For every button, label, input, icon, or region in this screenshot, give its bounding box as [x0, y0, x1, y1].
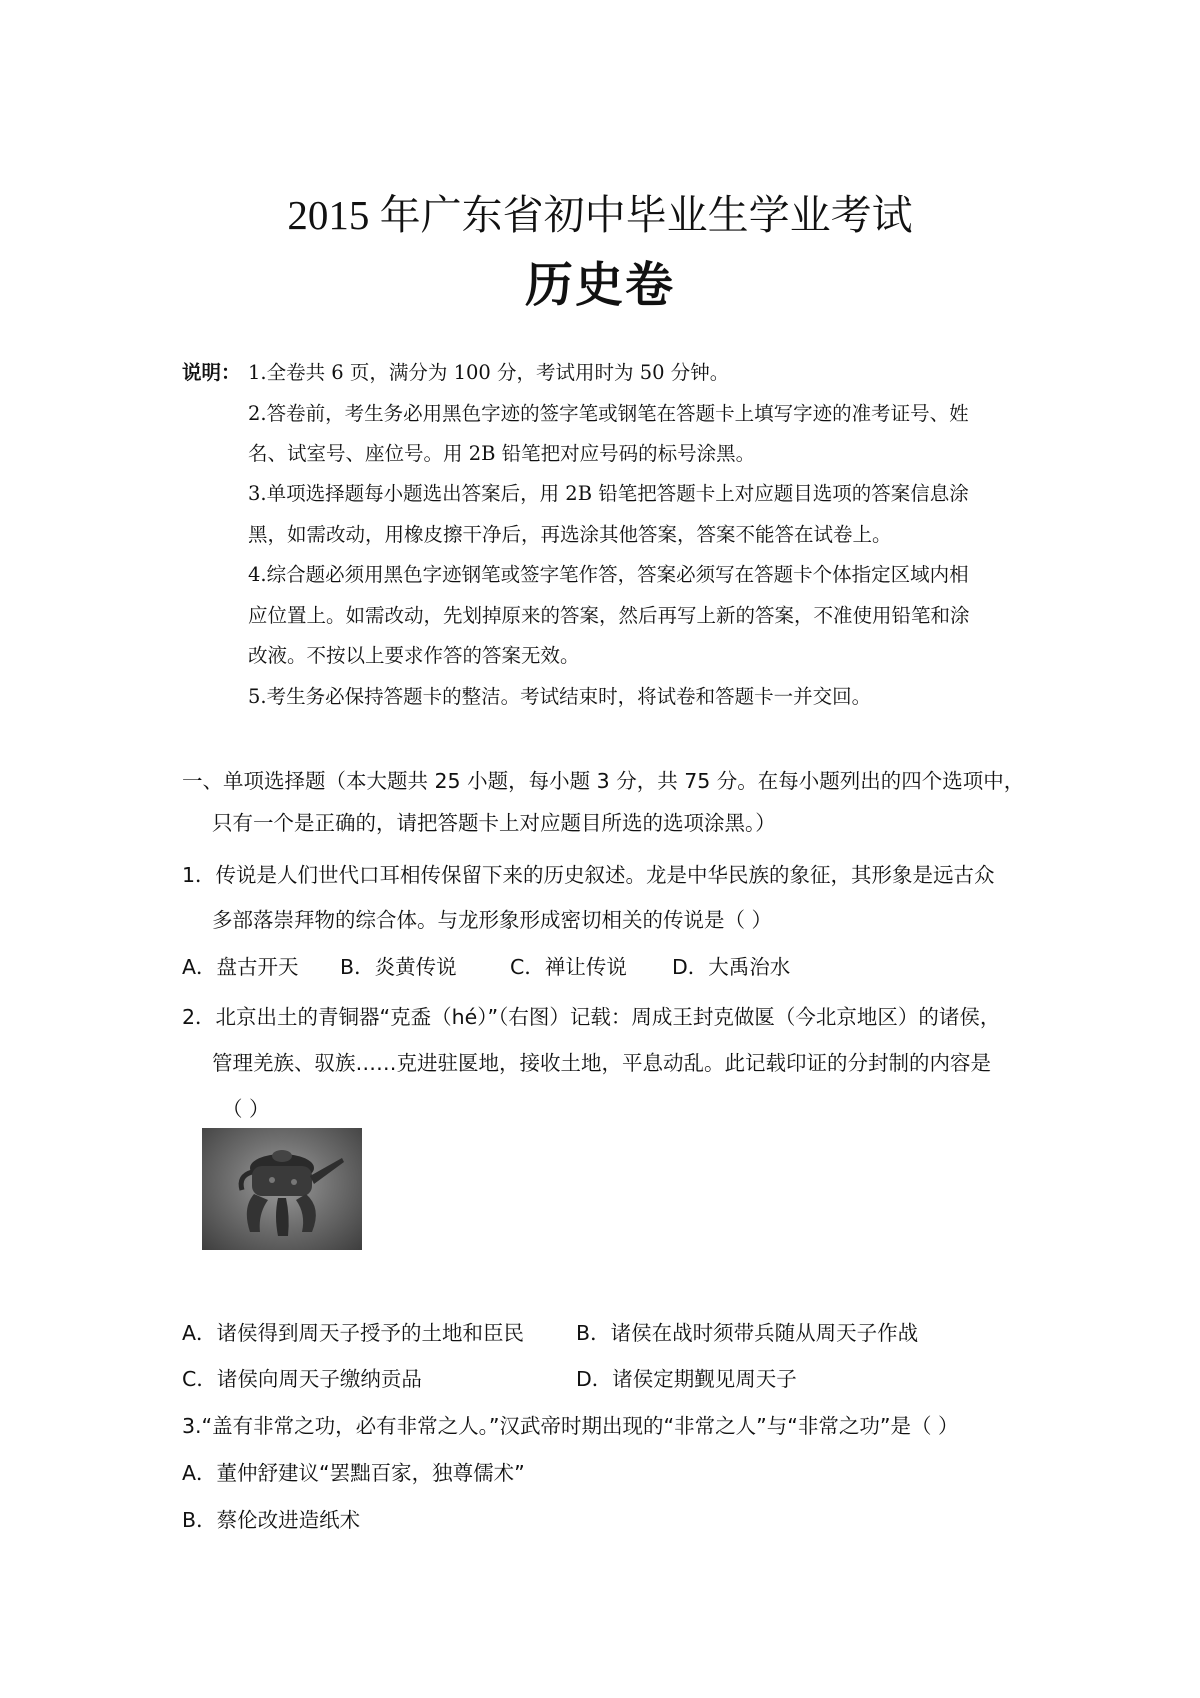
option-b: B．炎黄传说 — [340, 955, 457, 979]
question-stem-line: 2．北京出土的青铜器“克盉（hé）”（右图）记载：周成王封克做匽（今北京地区）的诸侯， — [182, 1005, 1001, 1029]
instruction-line: 名、试室号、座位号。用 2B 铅笔把对应号码的标号涂黑。 — [248, 442, 756, 465]
section-heading-line: 一、单项选择题（本大题共 25 小题，每小题 3 分，共 75 分。在每小题列出的四个选项中， — [182, 769, 1025, 793]
option-d: D．诸侯定期觐见周天子 — [576, 1367, 797, 1391]
option-a: A．诸侯得到周天子授予的土地和臣民 — [182, 1321, 525, 1345]
instruction-line: 黑，如需改动，用橡皮擦干净后，再选涂其他答案，答案不能答在试卷上。 — [248, 523, 892, 546]
question-stem-line: 多部落崇拜物的综合体。与龙形象形成密切相关的传说是（ ） — [212, 908, 773, 932]
instruction-line: 改液。不按以上要求作答的答案无效。 — [248, 644, 580, 667]
option-d: D．大禹治水 — [672, 955, 791, 979]
bronze-he-vessel-picture — [202, 1128, 362, 1250]
question-stem-line: 1．传说是人们世代口耳相传保留下来的历史叙述。龙是中华民族的象征，其形象是远古众 — [182, 863, 995, 887]
option-b: B．诸侯在战时须带兵随从周天子作战 — [576, 1321, 919, 1345]
instruction-line: 3.单项选择题每小题选出答案后，用 2B 铅笔把答题卡上对应题目选项的答案信息涂 — [248, 482, 969, 505]
answer-blank: （ ） — [222, 1097, 270, 1121]
instruction-line: 4.综合题必须用黑色字迹钢笔或签字笔作答，答案必须写在答题卡个体指定区域内相 — [248, 563, 969, 586]
instruction-line: 应位置上。如需改动，先划掉原来的答案，然后再写上新的答案，不准使用铅笔和涂 — [248, 604, 970, 627]
instruction-line: 5.考生务必保持答题卡的整洁。考试结束时，将试卷和答题卡一并交回。 — [248, 685, 872, 708]
option-b: B．蔡伦改进造纸术 — [182, 1508, 361, 1532]
instruction-line: 1.全卷共 6 页，满分为 100 分，考试用时为 50 分钟。 — [248, 361, 730, 384]
option-c: C．诸侯向周天子缴纳贡品 — [182, 1367, 422, 1391]
exam-subtitle: 历史卷 — [524, 257, 675, 313]
option-c: C．禅让传说 — [510, 955, 627, 979]
option-a: A．董仲舒建议“罢黜百家，独尊儒术” — [182, 1461, 525, 1485]
option-a: A．盘古开天 — [182, 955, 299, 979]
instruction-line: 2.答卷前，考生务必用黑色字迹的签字笔或钢笔在答题卡上填写字迹的准考证号、姓 — [248, 402, 969, 425]
exam-title: 2015 年广东省初中毕业生学业考试 — [287, 192, 913, 238]
instructions-label: 说明： — [182, 361, 241, 384]
question-stem-line: 3.“盖有非常之功，必有非常之人。”汉武帝时期出现的“非常之人”与“非常之功”是（ ） — [182, 1414, 959, 1438]
bronze-vessel-image — [202, 1128, 362, 1250]
section-heading-line: 只有一个是正确的，请把答题卡上对应题目所选的选项涂黑。） — [212, 811, 776, 835]
question-stem-line: 管理羌族、驭族……克进驻匽地，接收土地，平息动乱。此记载印证的分封制的内容是 — [212, 1051, 991, 1075]
